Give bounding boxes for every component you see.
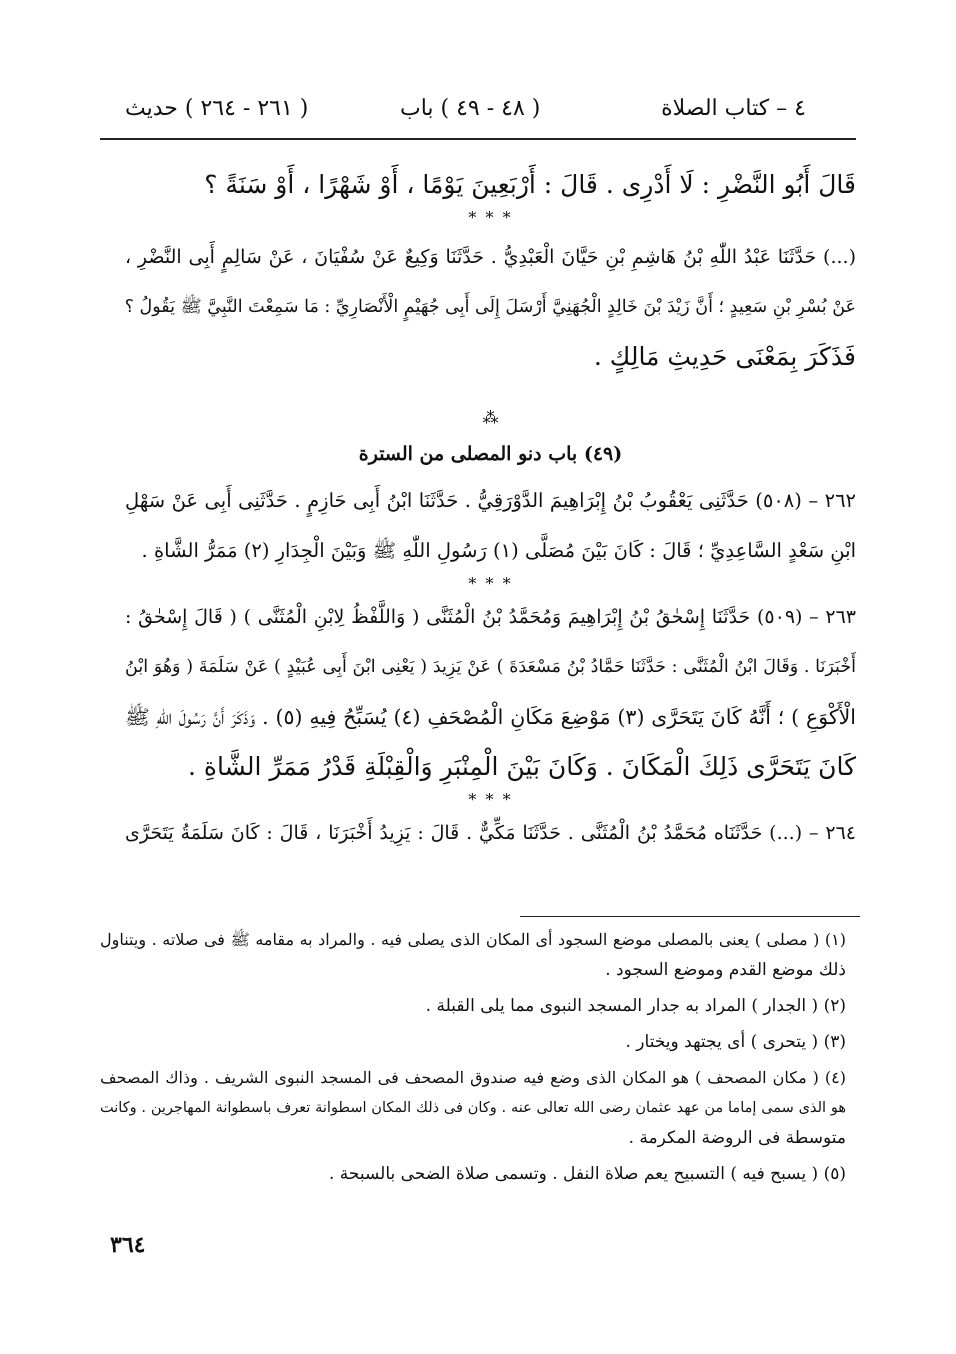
text-line: ابْنِ سَعْدٍ السَّاعِدِيِّ ؛ قَالَ : كَانَ بَيْنَ مُصَلَّى (١) رَسُولِ اللّٰهِ ﷺ وَبَيْنَ الْجِدَارِ (٢) مَمَرُّ الشَّاةِ .: [141, 539, 856, 562]
text-line: فَذَكَرَ بِمَعْنَى حَدِيثِ مَالِكٍ .: [593, 342, 856, 371]
footnote-line: (١) ( مصلى ) يعنى بالمصلى موضع السجود أى المكان الذى يصلى فيه . والمراد به مقامه ﷺ فى صلاته . ويتناول: [100, 930, 846, 949]
footnote-line: (٣) ( يتحرى ) أى يجتهد ويختار .: [625, 1032, 846, 1052]
chapter-title: (٤٩) باب دنو المصلى من السترة: [358, 443, 623, 465]
footnote-line: (٢) ( الجدار ) المراد به جدار المسجد النبوى مما يلى القبلة .: [425, 996, 846, 1016]
asterism-separator: ⁂: [482, 408, 499, 427]
hadith-263-line: ٢٦٣ – (٥٠٩) حَدَّثَنَا إِسْحٰقُ بْنُ إِبْرَاهِيمَ وَمُحَمَّدُ بْنُ الْمُثَنَّى ( وَاللَّفْظُ لِابْنِ الْمُثَنَّى ) ( قَالَ إِسْحٰقُ :: [125, 606, 856, 628]
footnote-1: [100, 925, 846, 985]
page-number: ٣٦٤: [110, 1232, 146, 1258]
text-line: كَانَ يَتَحَرَّى ذَلِكَ الْمَكَانَ . وَكَانَ بَيْنَ الْمِنْبَرِ وَالْقِبْلَةِ قَدْرُ مَمَرِّ الشَّاةِ .: [187, 752, 856, 781]
text-line: (...) حَدَّثَنَا عَبْدُ اللّٰهِ بْنُ هَاشِمِ بْنِ حَيَّانَ الْعَبْدِيُّ . حَدَّثَنَا وَكِيعٌ عَنْ سُفْيَانَ ، عَنْ سَالِمٍ أَبِى النَّضْرِ ،: [125, 246, 856, 268]
footnote-3: [100, 1027, 846, 1057]
footnote-line: (٥) ( يسبح فيه ) التسبيح يعم صلاة النفل . وتسمى صلاة الضحى بالسبحة .: [328, 1164, 846, 1184]
footnote-5: [100, 1159, 846, 1189]
footnote-line: (٤) ( مكان المصحف ) هو المكان الذى وضع فيه صندوق المصحف فى المسجد النبوى الشريف . وذاك المصحف: [100, 1068, 846, 1087]
text-line: عَنْ بُسْرِ بْنِ سَعِيدٍ ؛ أَنَّ زَيْدَ بْنَ خَالِدٍ الْجُهَنِيَّ أَرْسَلَ إِلَى أَبِى جُهَيْمٍ الْأَنْصَارِيِّ : مَا سَمِعْتَ النَّبِيَّ ﷺ يَقُولُ ؟: [124, 297, 856, 317]
section-separator: * * *: [468, 790, 513, 809]
footnote-2: [100, 991, 846, 1021]
footnotes: [100, 925, 846, 1195]
footnote-4: [100, 1063, 846, 1153]
section-separator: * * *: [468, 208, 513, 227]
footnote-line: ذلك موضع القدم وموضع السجود .: [605, 960, 846, 980]
section-separator: * * *: [468, 574, 513, 593]
text-line: أَخْبَرَنَا . وَقَالَ ابْنُ الْمُثَنَّى : حَدَّثَنَا حَمَّادُ بْنُ مَسْعَدَةَ ) عَنْ يَزِيدَ ( يَعْنِى ابْنَ أَبِى عُبَيْدٍ ) عَنْ سَلَمَةَ ( وَهُوَ ابْنُ: [125, 657, 856, 677]
running-header-book: ٤ – كتاب الصلاة: [661, 96, 806, 121]
running-header-chapter: ( ٤٨ - ٤٩ ) باب: [400, 96, 541, 121]
text-line: الْأَكْوَعِ ) ؛ أَنَّهُ كَانَ يَتَحَرَّى (٣) مَوْضِعَ مَكَانِ الْمُصْحَفِ (٤) يُسَبِّحُ فِيهِ (٥) . وَذَكَرَ أَنَّ رَسُولَ اللّٰهِ ﷺ: [125, 705, 857, 729]
running-header-hadith: ( ٢٦١ - ٢٦٤ ) حديث: [125, 96, 309, 121]
text-line: قَالَ أَبُو النَّضْرِ : لَا أَدْرِى . قَالَ : أَرْبَعِينَ يَوْمًا ، أَوْ شَهْرًا ، أَوْ سَنَةً ؟: [204, 170, 856, 199]
header-rule: [100, 138, 856, 140]
hadith-264-line: ٢٦٤ – (...) حَدَّثَنَاه مُحَمَّدُ بْنُ الْمُثَنَّى . حَدَّثَنَا مَكِّيٌّ . قَالَ : يَزِيدُ أَخْبَرَنَا ، قَالَ : كَانَ سَلَمَةُ يَتَحَرَّى: [125, 822, 856, 844]
main-text: [125, 160, 856, 858]
footnote-rule: [520, 916, 860, 917]
footnote-line: متوسطة فى الروضة المكرمة .: [628, 1128, 846, 1148]
hadith-262-line: ٢٦٢ – (٥٠٨) حَدَّثَنِى يَعْقُوبُ بْنُ إِبْرَاهِيمَ الدَّوْرَقِيُّ . حَدَّثَنَا ابْنُ أَبِى حَازِمٍ . حَدَّثَنِى أَبِى عَنْ سَهْلِ: [125, 489, 857, 512]
footnote-line: هو الذى سمى إماما من عهد عثمان رضى الله تعالى عنه . وكان فى ذلك المكان اسطوانة تعرف باسطوانة المهاجرين . وكانت: [100, 1100, 846, 1116]
